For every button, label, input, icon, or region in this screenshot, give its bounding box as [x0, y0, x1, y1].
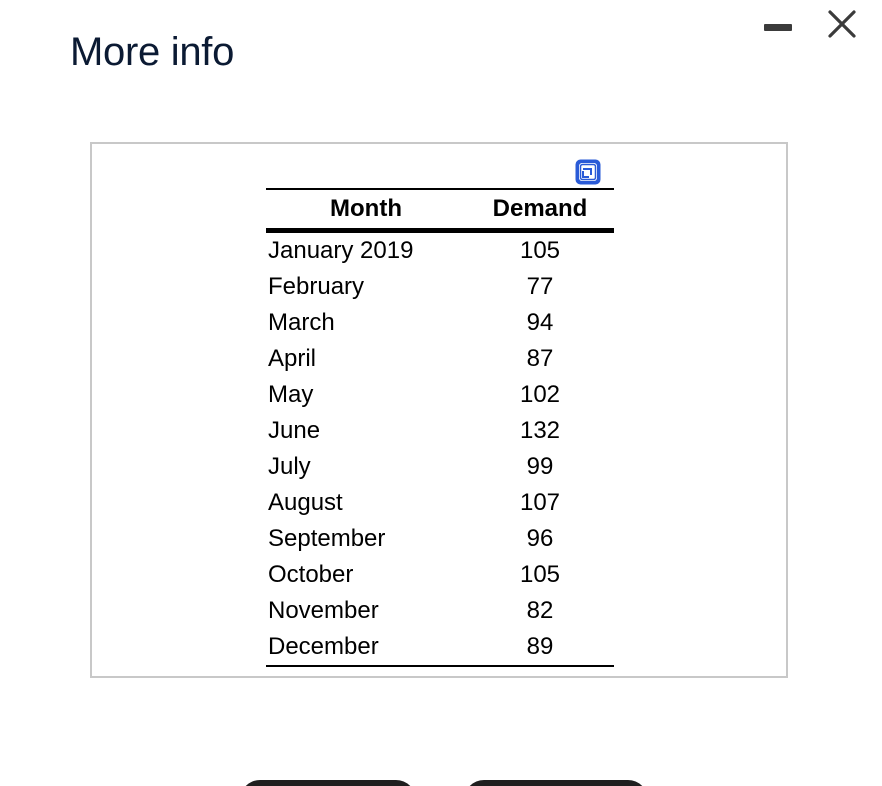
month-cell: February	[268, 273, 365, 300]
print-button[interactable]	[240, 780, 416, 786]
dialog-title: More info	[70, 30, 235, 74]
demand-cell: 94	[526, 309, 554, 336]
table-row	[266, 305, 614, 341]
table-header-row	[266, 189, 614, 231]
month-cell: September	[268, 525, 386, 552]
copy-data-button[interactable]	[574, 158, 602, 186]
table-row	[266, 557, 614, 593]
done-button[interactable]	[464, 780, 648, 786]
month-cell: October	[268, 561, 354, 588]
table-row	[266, 485, 614, 521]
minimize-icon	[764, 24, 792, 31]
demand-cell: 89	[466, 629, 614, 666]
demand-cell: 82	[526, 597, 554, 624]
table-row	[266, 413, 614, 449]
demand-cell: 102	[519, 381, 561, 408]
table-row	[266, 629, 614, 666]
column-header-demand: Demand	[466, 189, 614, 231]
table-row	[266, 341, 614, 377]
month-cell: June	[268, 417, 321, 444]
month-cell: May	[268, 381, 314, 408]
demand-cell: 105	[519, 237, 561, 264]
demand-cell: 132	[519, 417, 561, 444]
close-button[interactable]	[824, 6, 860, 42]
month-cell: August	[268, 489, 343, 516]
copy-icon	[574, 158, 602, 186]
table-row	[266, 449, 614, 485]
demand-cell: 107	[519, 489, 561, 516]
minimize-button[interactable]	[762, 16, 794, 36]
month-cell: July	[268, 453, 311, 480]
table-row	[266, 269, 614, 305]
demand-cell: 99	[526, 453, 554, 480]
month-cell: January 2019	[268, 237, 414, 264]
month-cell: November	[268, 597, 379, 624]
table-row	[266, 593, 614, 629]
demand-cell: 96	[526, 525, 554, 552]
table-row	[266, 231, 614, 270]
month-cell: April	[268, 345, 317, 372]
month-cell: December	[266, 629, 466, 666]
demand-cell: 87	[526, 345, 554, 372]
demand-cell: 77	[526, 273, 554, 300]
month-cell: March	[268, 309, 335, 336]
demand-cell: 105	[519, 561, 561, 588]
demand-table	[266, 188, 614, 667]
table-row	[266, 521, 614, 557]
close-icon	[824, 6, 860, 42]
table-row	[266, 377, 614, 413]
column-header-month: Month	[266, 189, 466, 231]
